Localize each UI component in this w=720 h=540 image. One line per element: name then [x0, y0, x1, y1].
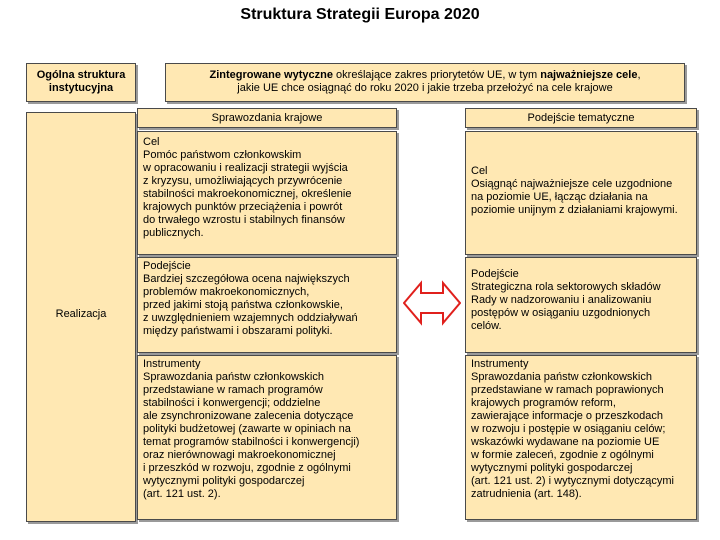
national-goal-cell	[137, 131, 397, 255]
thematic-approach-label: Podejście tematyczne	[527, 112, 635, 124]
general-structure-label: Ogólna struktura instytucyjna	[36, 69, 126, 94]
thematic-approach-cell	[465, 257, 697, 353]
key-goals-bold-label: najważniejsze cele	[540, 69, 638, 81]
cell-text: Osiągnąć najważniejsze cele uzgodnione na poziomie UE, łącząc działania na poziomie unijnym z działaniami krajowymi.	[471, 178, 678, 216]
national-instruments-cell	[137, 355, 397, 520]
cell-title: Instrumenty	[143, 358, 201, 370]
national-reports-header	[137, 108, 397, 128]
cell-title: Instrumenty	[471, 358, 529, 370]
guidelines-text-part: określające zakres priorytetów UE, w tym	[332, 69, 541, 81]
cell-text: Strategiczna rola sektorowych składów Rady w nadzorowaniu i analizowaniu postępów w osiąganiu uzgodnionych celów.	[471, 281, 661, 332]
integrated-guidelines-box	[165, 63, 685, 102]
cell-text: Pomóc państwom członkowskim w opracowaniu i realizacji strategii wyjścia z kryzysu, umożliwiających przywrócenie stabilności makroekonomicznej, określenie krajowych punktów przeciążenia i powrót do trwałego wzrostu i stabilnych finansów publicznych.	[143, 149, 352, 239]
thematic-instruments-cell	[465, 355, 697, 520]
cell-text: Sprawozdania państw członkowskich przedstawiane w ramach programów stabilności i konwergencji; oddzielne ale zsynchronizowane zalecenia dotyczące polityki budżetowej (zawarte w opiniach na temat programów stabilności i konwergencji) oraz nierównowagi makroekonomicznej i przeszkód w rozwoju, zgodnie z ogólnymi wytycznymi polityki gospodarczej (art. 121 ust. 2).	[143, 371, 360, 500]
page-title: Struktura Strategii Europa 2020	[240, 6, 480, 23]
integrated-guidelines-text	[166, 69, 684, 95]
thematic-goal-cell	[465, 131, 697, 255]
cell-text: Bardziej szczegółowa ocena największych problemów makroekonomicznych, przed jakimi stoją państwa członkowskie, z uwzględnieniem wzajemnych oddziaływań między państwami i obszarami polityki.	[143, 273, 358, 337]
cell-title: Cel	[143, 136, 160, 148]
arrow-shape	[404, 283, 460, 323]
cell-title: Cel	[471, 165, 488, 177]
guidelines-bold-label: Zintegrowane wytyczne	[209, 69, 333, 81]
double-headed-arrow-icon	[403, 278, 461, 328]
cell-title: Podejście	[143, 260, 191, 272]
thematic-approach-header	[465, 108, 697, 128]
implementation-label: Realizacja	[55, 308, 107, 320]
national-approach-cell	[137, 257, 397, 353]
guidelines-line2: jakie UE chce osiągnąć do roku 2020 i jakie trzeba przełożyć na cele krajowe	[237, 82, 613, 94]
implementation-box	[26, 112, 136, 522]
cell-title: Podejście	[471, 268, 519, 280]
cell-text: Sprawozdania państw członkowskich przedstawiane w ramach poprawionych krajowych programów reform, zawierające informacje o przeszkodach w rozwoju i postępie w osiąganiu celów; wskazówki wydawane na poziomie UE w formie zaleceń, zgodnie z ogólnymi wytycznymi polityki gospodarczej (art. 121 ust. 2) i wytycznymi dotyczącymi zatrudnienia (art. 148).	[471, 371, 674, 500]
national-reports-label: Sprawozdania krajowe	[211, 112, 323, 124]
general-structure-box	[26, 63, 136, 102]
guidelines-comma: ,	[637, 69, 641, 81]
